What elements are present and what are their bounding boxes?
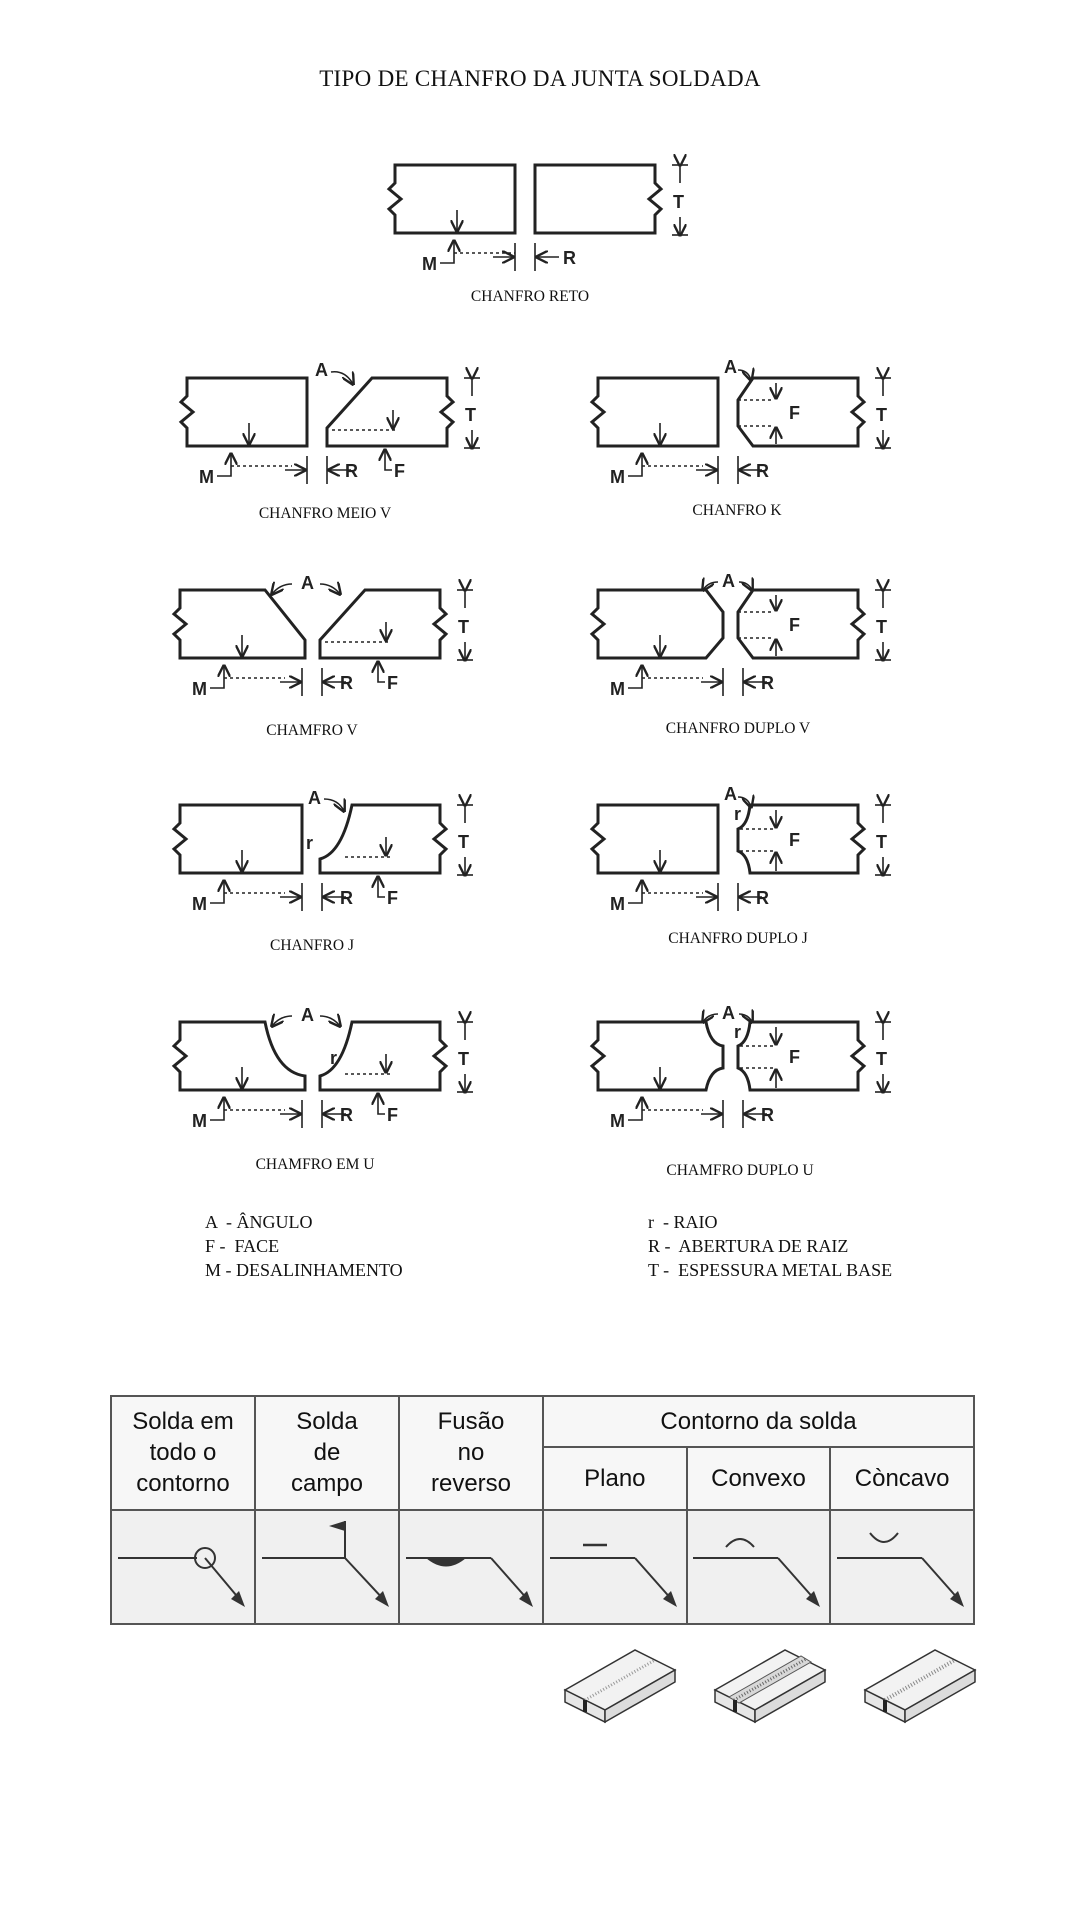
back-fusion-icon — [401, 1513, 541, 1613]
svg-text:R: R — [345, 461, 358, 481]
field-weld-flag-icon — [257, 1513, 397, 1613]
header-solda-todo-contorno: Solda em todo o contorno — [111, 1396, 255, 1510]
svg-text:R: R — [756, 461, 769, 481]
svg-text:r: r — [306, 833, 314, 853]
header-contorno-da-solda: Contorno da solda — [543, 1396, 974, 1447]
header-concavo: Còncavo — [830, 1447, 974, 1510]
svg-text:A: A — [722, 1003, 735, 1023]
caption-chanfro-reto: CHANFRO RETO — [470, 288, 590, 305]
svg-text:A: A — [308, 788, 321, 808]
caption-chanfro-duplo-j: CHANFRO DUPLO J — [668, 930, 808, 947]
svg-text:T: T — [876, 405, 887, 425]
svg-text:R: R — [756, 888, 769, 908]
svg-text:M: M — [610, 1111, 625, 1131]
svg-text:F: F — [387, 888, 398, 908]
svg-text:R: R — [563, 248, 576, 268]
svg-text:T: T — [458, 1049, 469, 1069]
svg-text:A: A — [301, 1005, 314, 1025]
legend-item-espessura: T - ESPESSURA METAL BASE — [648, 1260, 893, 1280]
concave-bead-block-icon — [865, 1650, 975, 1722]
symbol-concave-contour — [830, 1510, 974, 1624]
legend-left — [205, 1210, 403, 1282]
svg-text:R: R — [761, 673, 774, 693]
figure-chamfro-v — [174, 573, 473, 699]
svg-text:T: T — [876, 1049, 887, 1069]
svg-text:T: T — [465, 405, 476, 425]
figure-chamfro-em-u — [174, 1005, 473, 1131]
header-plano: Plano — [543, 1447, 687, 1510]
svg-text:F: F — [789, 403, 800, 423]
weld-bead-illustrations — [560, 1645, 980, 1730]
svg-text:M: M — [610, 894, 625, 914]
svg-text:T: T — [876, 617, 887, 637]
svg-text:M: M — [610, 467, 625, 487]
page-title: TIPO DE CHANFRO DA JUNTA SOLDADA — [319, 66, 761, 91]
svg-text:M: M — [610, 679, 625, 699]
legend-right — [648, 1210, 892, 1282]
svg-text:T: T — [876, 832, 887, 852]
caption-chanfro-meio-v: CHANFRO MEIO V — [258, 505, 392, 522]
svg-text:T: T — [673, 192, 684, 212]
svg-text:F: F — [394, 461, 405, 481]
figure-chanfro-duplo-v — [592, 571, 891, 699]
svg-text:M: M — [192, 894, 207, 914]
svg-text:R: R — [340, 673, 353, 693]
figure-chamfro-duplo-u — [592, 1003, 891, 1131]
svg-text:A: A — [315, 360, 328, 380]
svg-text:R: R — [761, 1105, 774, 1125]
svg-text:r: r — [734, 804, 742, 824]
svg-text:r: r — [734, 1022, 742, 1042]
caption-chamfro-em-u: CHAMFRO EM U — [255, 1156, 375, 1173]
header-convexo: Convexo — [687, 1447, 831, 1510]
legend-item-angulo: A - ÂNGULO — [205, 1212, 313, 1232]
convex-contour-icon — [688, 1513, 828, 1613]
legend-item-desalinhamento: M - DESALINHAMENTO — [205, 1260, 403, 1280]
header-solda-de-campo: Solda de campo — [255, 1396, 399, 1510]
weld-all-around-icon — [113, 1513, 253, 1613]
svg-text:A: A — [724, 357, 737, 377]
svg-text:F: F — [387, 1105, 398, 1125]
symbol-all-around — [111, 1510, 255, 1624]
svg-text:T: T — [458, 617, 469, 637]
svg-text:F: F — [387, 673, 398, 693]
svg-text:F: F — [789, 615, 800, 635]
svg-text:M: M — [192, 1111, 207, 1131]
svg-text:R: R — [340, 888, 353, 908]
symbol-back-fusion — [399, 1510, 543, 1624]
symbol-convex-contour — [687, 1510, 831, 1624]
weld-symbols-table — [110, 1395, 975, 1625]
legend-item-raio: r - RAIO — [648, 1212, 718, 1232]
figure-chanfro-duplo-j — [592, 784, 891, 914]
svg-text:T: T — [458, 832, 469, 852]
legend-item-abertura-raiz: R - ABERTURA DE RAIZ — [648, 1236, 849, 1256]
concave-contour-icon — [832, 1513, 972, 1613]
svg-text:r: r — [330, 1048, 338, 1068]
caption-chanfro-k: CHANFRO K — [692, 502, 782, 519]
symbol-flat-contour — [543, 1510, 687, 1624]
svg-text:R: R — [340, 1105, 353, 1125]
figure-chanfro-k — [592, 357, 891, 487]
caption-chanfro-duplo-v: CHANFRO DUPLO V — [665, 720, 811, 737]
svg-text:A: A — [301, 573, 314, 593]
svg-text:F: F — [789, 1047, 800, 1067]
svg-text:M: M — [199, 467, 214, 487]
svg-text:F: F — [789, 830, 800, 850]
figure-chanfro-meio-v — [181, 360, 480, 487]
caption-chamfro-duplo-u: CHAMFRO DUPLO U — [666, 1162, 814, 1179]
header-fusao-no-reverso: Fusão no reverso — [399, 1396, 543, 1510]
caption-chanfro-j: CHANFRO J — [270, 937, 354, 954]
symbol-field-weld — [255, 1510, 399, 1624]
svg-text:M: M — [192, 679, 207, 699]
svg-text:M: M — [422, 254, 437, 274]
legend-item-face: F - FACE — [205, 1236, 280, 1256]
figure-chanfro-reto — [389, 165, 688, 274]
flat-contour-icon — [545, 1513, 685, 1613]
caption-chamfro-v: CHAMFRO V — [266, 722, 358, 739]
svg-text:A: A — [724, 784, 737, 804]
svg-text:A: A — [722, 571, 735, 591]
figure-chanfro-j — [174, 788, 473, 914]
flat-bead-block-icon — [565, 1650, 675, 1722]
convex-bead-block-icon — [715, 1650, 825, 1722]
